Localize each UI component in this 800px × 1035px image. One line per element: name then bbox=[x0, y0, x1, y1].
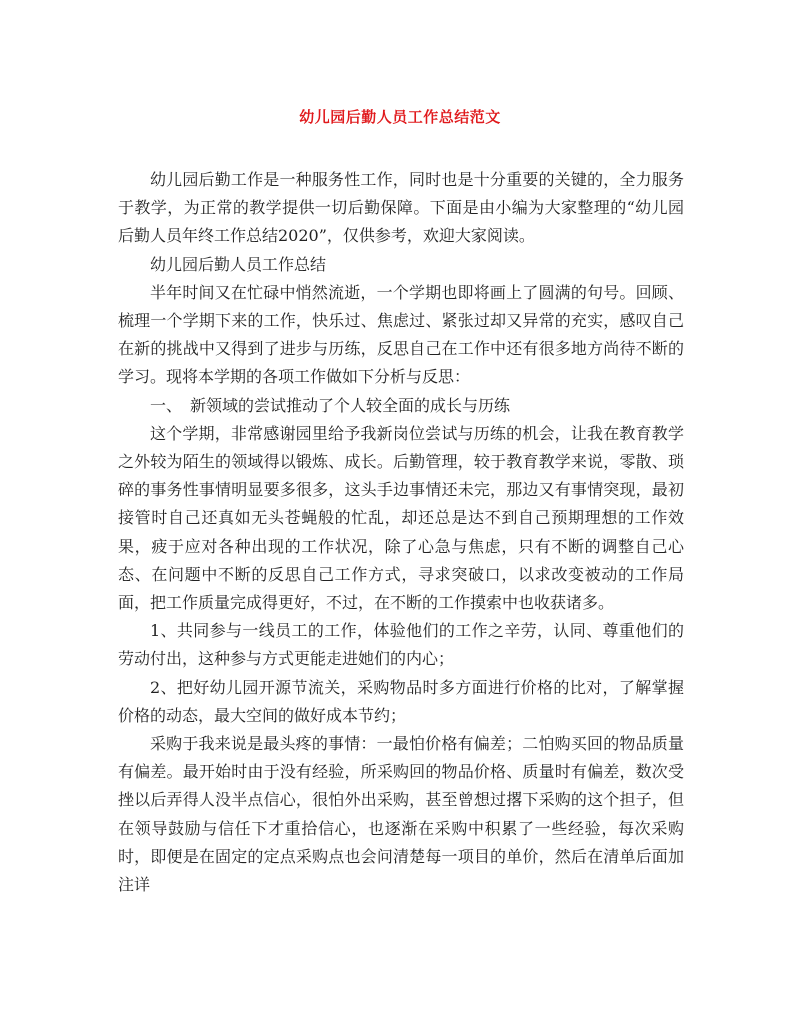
list-item-1: 1、共同参与一线员工的工作，体验他们的工作之辛劳，认同、尊重他们的劳动付出，这种参与方式更能走进她们的内心； bbox=[118, 621, 684, 669]
document-title: 幼儿园后勤人员工作总结范文 bbox=[299, 108, 501, 126]
paragraph-review: 半年时间又在忙碌中悄然流逝，一个学期也即将画上了圆满的句号。回顾、梳理一个学期下来的工作，快乐过、焦虑过、紧张过却又异常的充实，感叹自己在新的挑战中又得到了进步与历练，反思自己在工作中还有很多地方尚待不断的学习。现将本学期的各项工作做如下分析与反思： bbox=[118, 282, 684, 387]
section-heading-1: 一、 新领域的尝试推动了个人较全面的成长与历练 bbox=[150, 395, 511, 415]
paragraph-intro: 幼儿园后勤工作是一种服务性工作，同时也是十分重要的关键的，全力服务于教学，为正常的教学提供一切后勤保障。下面是由小编为大家整理的“幼儿园后勤人员年终工作总结2020”，仅供参考，欢迎大家阅读。 bbox=[118, 170, 684, 246]
paragraph-section-1: 这个学期，非常感谢园里给予我新岗位尝试与历练的机会，让我在教育教学之外较为陌生的领域得以锻炼、成长。后勤管理，较于教育教学来说，零散、琐碎的事务性事情明显要多很多，这头手边事情还未完，那边又有事情突现，最初接管时自己还真如无头苍蝇般的忙乱，却还总是达不到自己预期理想的工作效果，疲于应对各种出现的工作状况，除了心急与焦虑，只有不断的调整自己心态、在问题中不断的反思自己工作方式，寻求突破口，以求改变被动的工作局面，把工作质量完成得更好，不过，在不断的工作摸索中也收获诸多。 bbox=[118, 423, 684, 613]
document-body bbox=[118, 166, 684, 899]
list-item-2: 2、把好幼儿园开源节流关，采购物品时多方面进行价格的比对，了解掌握价格的动态，最大空间的做好成本节约； bbox=[118, 677, 684, 725]
paragraph-procurement: 采购于我来说是最头疼的事情：一最怕价格有偏差；二怕购买回的物品质量有偏差。最开始时由于没有经验，所采购回的物品价格、质量时有偏差，数次受挫以后弄得人没半点信心，很怕外出采购，甚至曾想过撂下采购的这个担子，但在领导鼓励与信任下才重拾信心，也逐渐在采购中积累了一些经验，每次采购时，即便是在固定的定点采购点也会问清楚每一项目的单价，然后在清单后面加注详 bbox=[118, 734, 684, 895]
paragraph-subheading: 幼儿园后勤人员工作总结 bbox=[150, 254, 327, 274]
